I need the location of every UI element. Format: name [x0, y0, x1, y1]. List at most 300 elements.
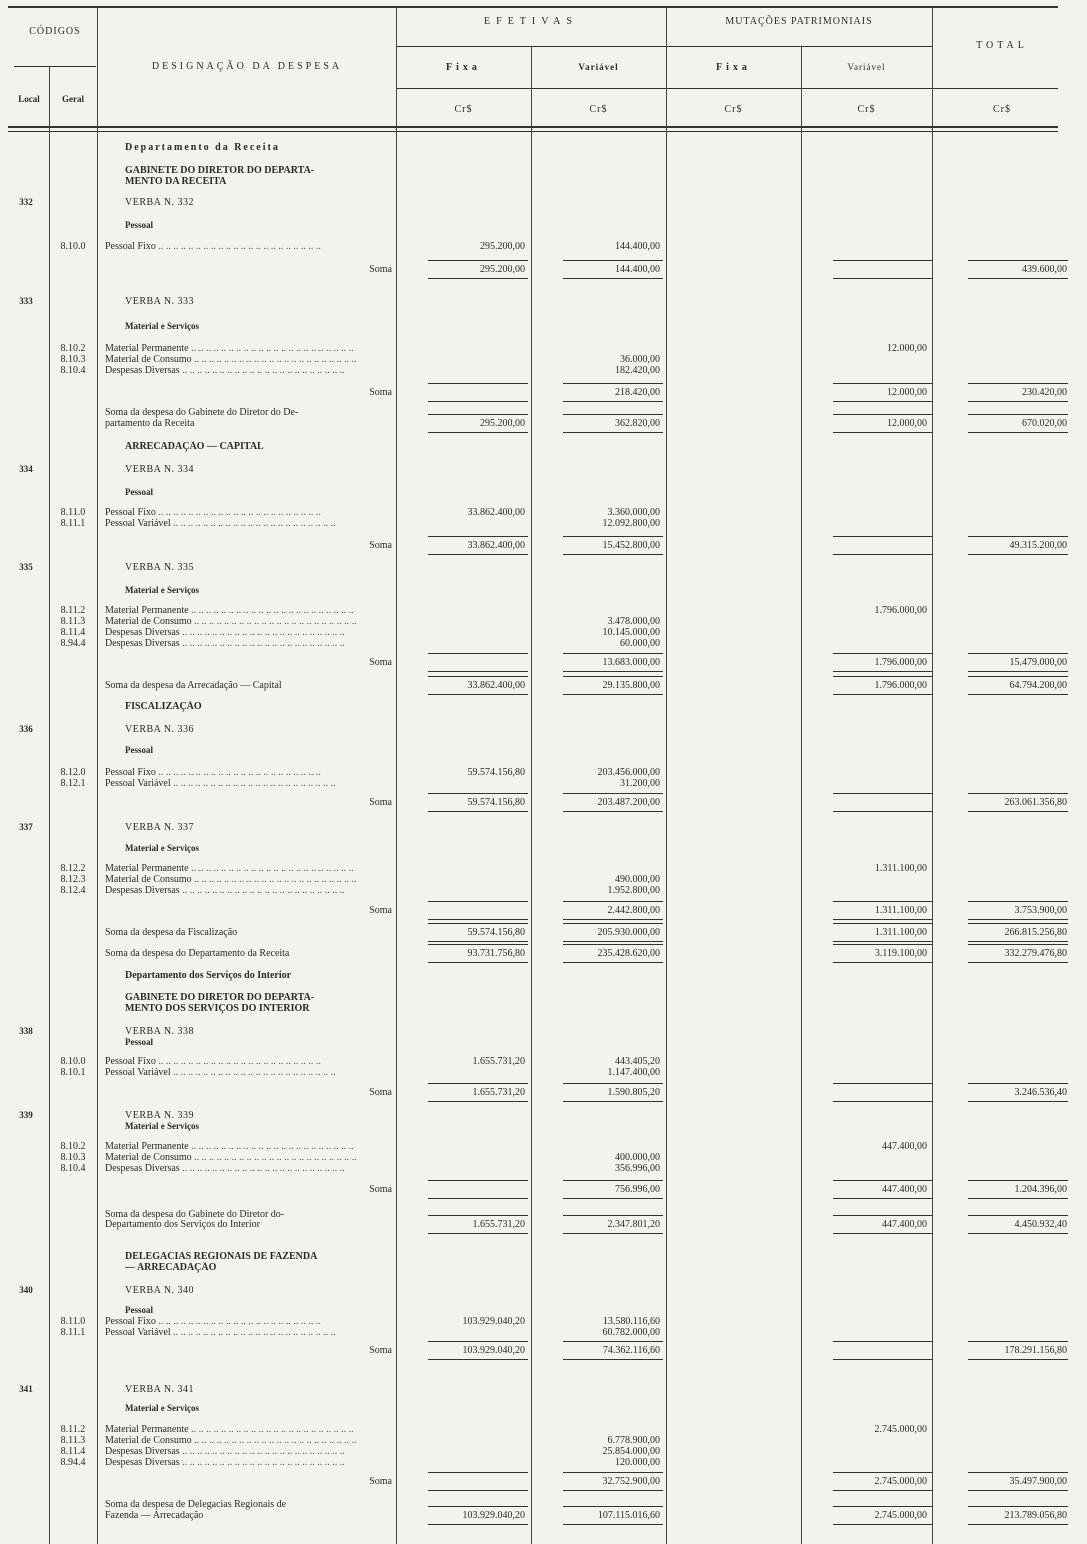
sum-rule [563, 694, 663, 695]
sum-rule [968, 383, 1068, 384]
sum-rule [833, 1359, 933, 1360]
value-v1: 1.655.731,20 [472, 1219, 525, 1230]
leader-dots: .. .. .. .. .. .. .. .. .. .. .. .. .. .. .. .. .. .. .. .. .. .. [191, 1152, 357, 1163]
value-v5: 49.315.200,00 [1009, 540, 1067, 551]
row-description: Departamento da Receita [125, 142, 280, 153]
sum-rule [833, 1101, 933, 1102]
sum-rule [968, 1524, 1068, 1525]
code-local: 336 [19, 724, 33, 734]
leader-dots: .. .. .. .. .. .. .. .. .. .. .. .. .. .. .. .. .. .. .. .. .. .. [179, 1457, 345, 1468]
code-geral: 8.10.0 [60, 1056, 86, 1067]
value-v5: 15.479.000,00 [1009, 657, 1067, 668]
table-row [0, 1384, 1087, 1395]
row-description: GABINETE DO DIRETOR DO DEPARTA- [125, 165, 315, 176]
value-v2: 25.854.000,00 [602, 1446, 660, 1457]
sum-rule [563, 793, 663, 794]
header-cr-3: Cr$ [724, 104, 743, 115]
table-row [0, 767, 1087, 778]
soma-label: Soma [369, 1184, 392, 1195]
sum-rule [563, 1215, 663, 1216]
table-row [0, 1056, 1087, 1067]
value-v2: 3.360.000,00 [607, 507, 660, 518]
sum-rule [968, 919, 1068, 920]
sum-rule [563, 901, 663, 902]
code-geral: 8.10.0 [60, 241, 86, 252]
row-description: Despesas Diversas .. .. .. .. .. .. .. .. .. .. .. .. .. .. .. .. .. .. .. .. .. .. [105, 1446, 345, 1457]
sum-rule [428, 1083, 528, 1084]
value-v5: 332.279.476,80 [1004, 948, 1067, 959]
row-description: Despesas Diversas .. .. .. .. .. .. .. .. .. .. .. .. .. .. .. .. .. .. .. .. .. .. [105, 1457, 345, 1468]
table-row [0, 778, 1087, 789]
row-description: FISCALIZAÇÃO [125, 701, 202, 712]
sum-rule [968, 671, 1068, 672]
table-row [0, 142, 1087, 153]
sum-rule [968, 811, 1068, 812]
sum-rule [563, 401, 663, 402]
table-row [0, 905, 1087, 916]
row-description: Material Permanente .. .. .. .. .. .. .. .. .. .. .. .. .. .. .. .. .. .. .. .. .. .. [105, 1141, 354, 1152]
value-v2: 182.420,00 [615, 365, 660, 376]
sum-rule [833, 1233, 933, 1234]
value-v4: 1.311.100,00 [874, 905, 927, 916]
value-v4: 1.311.100,00 [874, 927, 927, 938]
value-v2: 13.683.000,00 [602, 657, 660, 668]
value-v1: 103.929.040,20 [462, 1316, 525, 1327]
row-description: Despesas Diversas .. .. .. .. .. .. .. .. .. .. .. .. .. .. .. .. .. .. .. .. .. .. [105, 638, 345, 649]
sum-rule [968, 1359, 1068, 1360]
leader-dots: .. .. .. .. .. .. .. .. .. .. .. .. .. .. .. .. .. .. .. .. .. .. [155, 1316, 321, 1327]
row-description: partamento da Receita [105, 418, 195, 429]
leader-dots: .. .. .. .. .. .. .. .. .. .. .. .. .. .. .. .. .. .. .. .. .. .. [155, 1056, 321, 1067]
row-description: Pessoal Fixo .. .. .. .. .. .. .. .. .. .. .. .. .. .. .. .. .. .. .. .. .. .. [105, 767, 321, 778]
value-v2: 490.000,00 [615, 874, 660, 885]
sum-rule [833, 1506, 933, 1507]
table-row [0, 585, 1087, 596]
table-row [0, 343, 1087, 354]
row-description: Soma da despesa do Departamento da Receita [105, 948, 290, 959]
sum-rule [428, 1524, 528, 1525]
table-row [0, 176, 1087, 187]
code-geral: 8.12.4 [60, 885, 86, 896]
code-local: 339 [19, 1110, 33, 1120]
sum-rule [833, 414, 933, 415]
table-row [0, 1424, 1087, 1435]
value-v5: 213.789.056,80 [1004, 1510, 1067, 1521]
sum-rule [563, 941, 663, 942]
row-description: VERBA N. 335 [125, 562, 195, 573]
leader-dots: .. .. .. .. .. .. .. .. .. .. .. .. .. .. .. .. .. .. .. .. .. .. [170, 518, 336, 529]
table-row [0, 1327, 1087, 1338]
leader-dots: .. .. .. .. .. .. .. .. .. .. .. .. .. .. .. .. .. .. .. .. .. .. [179, 638, 345, 649]
table-row [0, 874, 1087, 885]
code-geral: 8.10.4 [60, 1163, 86, 1174]
table-row [0, 605, 1087, 616]
sum-rule [968, 414, 1068, 415]
leader-dots: .. .. .. .. .. .. .. .. .. .. .. .. .. .. .. .. .. .. .. .. .. .. [155, 241, 321, 252]
sum-rule [968, 432, 1068, 433]
value-v1: 33.862.400,00 [467, 680, 525, 691]
row-description: Pessoal Variável .. .. .. .. .. .. .. .. .. .. .. .. .. .. .. .. .. .. .. .. .. .. [105, 1327, 336, 1338]
sum-rule [563, 811, 663, 812]
sum-rule [563, 1198, 663, 1199]
value-v2: 29.135.800,00 [602, 680, 660, 691]
sum-rule [968, 1233, 1068, 1234]
sum-rule [563, 536, 663, 537]
value-v2: 218.420,00 [615, 387, 660, 398]
table-row [0, 1163, 1087, 1174]
code-geral: 8.11.2 [60, 605, 86, 616]
row-description: VERBA N. 336 [125, 724, 195, 735]
sum-rule [428, 944, 528, 945]
code-geral: 8.10.2 [60, 343, 86, 354]
value-v4: 2.745.000,00 [874, 1424, 927, 1435]
row-description: MENTO DA RECEITA [125, 176, 227, 187]
table-row [0, 1003, 1087, 1014]
table-row [0, 1067, 1087, 1078]
value-v4: 12.000,00 [887, 387, 927, 398]
row-description: Soma da despesa de Delegacias Regionais de [105, 1499, 287, 1510]
header-total: TOTAL [976, 40, 1028, 51]
row-description: Material de Consumo .. .. .. .. .. .. .. .. .. .. .. .. .. .. .. .. .. .. .. .. .. .. [105, 874, 357, 885]
value-v2: 3.478.000,00 [607, 616, 660, 627]
sum-rule [833, 1341, 933, 1342]
leader-dots: .. .. .. .. .. .. .. .. .. .. .. .. .. .. .. .. .. .. .. .. .. .. [188, 343, 354, 354]
row-description: Soma da despesa do Gabinete do Diretor do De- [105, 407, 299, 418]
top-rule [8, 6, 1058, 8]
row-description: VERBA N. 339 [125, 1110, 195, 1121]
row-description: VERBA N. 334 [125, 464, 195, 475]
sum-rule [833, 383, 933, 384]
row-description: Pessoal Fixo .. .. .. .. .. .. .. .. .. .. .. .. .. .. .. .. .. .. .. .. .. .. [105, 1316, 321, 1327]
leader-dots: .. .. .. .. .. .. .. .. .. .. .. .. .. .. .. .. .. .. .. .. .. .. [191, 874, 357, 885]
sum-rule [833, 536, 933, 537]
sum-rule [833, 554, 933, 555]
row-description: Material Permanente .. .. .. .. .. .. .. .. .. .. .. .. .. .. .. .. .. .. .. .. .. .. [105, 605, 354, 616]
sum-rule [563, 1490, 663, 1491]
row-description: Despesas Diversas .. .. .. .. .. .. .. .. .. .. .. .. .. .. .. .. .. .. .. .. .. .. [105, 627, 345, 638]
value-v4: 2.745.000,00 [874, 1510, 927, 1521]
sum-rule [563, 676, 663, 677]
value-v1: 295.200,00 [480, 264, 525, 275]
row-description: DELEGACIAS REGIONAIS DE FAZENDA [125, 1251, 318, 1262]
sum-rule [968, 1180, 1068, 1181]
code-geral: 8.12.1 [60, 778, 86, 789]
leader-dots: .. .. .. .. .. .. .. .. .. .. .. .. .. .. .. .. .. .. .. .. .. .. [179, 1163, 345, 1174]
row-description: VERBA N. 333 [125, 296, 195, 307]
row-description: Material e Serviços [125, 1121, 199, 1131]
header-fixa-mut: Fixa [716, 62, 751, 73]
table-row [0, 1457, 1087, 1468]
table-row [0, 1446, 1087, 1457]
code-local: 337 [19, 822, 33, 832]
table-row [0, 220, 1087, 231]
table-row [0, 562, 1087, 573]
row-description: MENTO DOS SERVIÇOS DO INTERIOR [125, 1003, 310, 1014]
row-description: Pessoal Variável .. .. .. .. .. .. .. .. .. .. .. .. .. .. .. .. .. .. .. .. .. .. [105, 1067, 336, 1078]
row-description: Soma da despesa da Fiscalização [105, 927, 238, 938]
sum-rule [833, 653, 933, 654]
row-description: Pessoal Variável .. .. .. .. .. .. .. .. .. .. .. .. .. .. .. .. .. .. .. .. .. .. [105, 518, 336, 529]
sum-rule [563, 1472, 663, 1473]
sum-rule [563, 383, 663, 384]
row-description: Pessoal Variável .. .. .. .. .. .. .. .. .. .. .. .. .. .. .. .. .. .. .. .. .. .. [105, 778, 336, 789]
sum-rule [833, 1490, 933, 1491]
value-v1: 33.862.400,00 [467, 507, 525, 518]
row-description: Material Permanente .. .. .. .. .. .. .. .. .. .. .. .. .. .. .. .. .. .. .. .. .. .. [105, 863, 354, 874]
sum-rule [968, 901, 1068, 902]
soma-label: Soma [369, 1476, 392, 1487]
code-geral: 8.11.4 [60, 1446, 86, 1457]
sum-rule [968, 1341, 1068, 1342]
sum-rule [833, 1180, 933, 1181]
value-v1: 295.200,00 [480, 418, 525, 429]
code-geral: 8.10.1 [60, 1067, 86, 1078]
row-description: Pessoal Fixo .. .. .. .. .. .. .. .. .. .. .. .. .. .. .. .. .. .. .. .. .. .. [105, 241, 321, 252]
table-row [0, 1026, 1087, 1037]
sum-rule [428, 962, 528, 963]
value-v1: 295.200,00 [480, 241, 525, 252]
sum-rule [428, 901, 528, 902]
sum-rule [968, 536, 1068, 537]
sum-rule [428, 536, 528, 537]
row-description: ARRECADAÇÃO — CAPITAL [125, 441, 264, 452]
row-description: — ARRECADAÇÃO [125, 1262, 217, 1273]
row-description: Material e Serviços [125, 1403, 199, 1413]
code-geral: 8.11.1 [60, 1327, 86, 1338]
leader-dots: .. .. .. .. .. .. .. .. .. .. .. .. .. .. .. .. .. .. .. .. .. .. [191, 354, 357, 365]
sum-rule [428, 383, 528, 384]
table-row [0, 1152, 1087, 1163]
value-v5: 35.497.900,00 [1009, 1476, 1067, 1487]
leader-dots: .. .. .. .. .. .. .. .. .. .. .. .. .. .. .. .. .. .. .. .. .. .. [191, 616, 357, 627]
leader-dots: .. .. .. .. .. .. .. .. .. .. .. .. .. .. .. .. .. .. .. .. .. .. [179, 1446, 345, 1457]
sum-rule [563, 919, 663, 920]
row-description: Despesas Diversas .. .. .. .. .. .. .. .. .. .. .. .. .. .. .. .. .. .. .. .. .. .. [105, 1163, 345, 1174]
sum-rule [563, 671, 663, 672]
value-v2: 12.092.800,00 [602, 518, 660, 529]
code-geral: 8.11.0 [60, 507, 86, 518]
sum-rule [428, 1233, 528, 1234]
value-v5: 178.291.156,80 [1004, 1345, 1067, 1356]
sum-rule [968, 653, 1068, 654]
table-row [0, 822, 1087, 833]
table-row [0, 1110, 1087, 1121]
value-v2: 203.456.000,00 [597, 767, 660, 778]
table-row [0, 1184, 1087, 1195]
value-v1: 103.929.040,20 [462, 1345, 525, 1356]
value-v5: 1.204.396,00 [1014, 1184, 1067, 1195]
table-row [0, 197, 1087, 208]
sum-rule [428, 1198, 528, 1199]
code-geral: 8.94.4 [60, 1457, 86, 1468]
table-row [0, 992, 1087, 1003]
sum-rule [563, 260, 663, 261]
leader-dots: .. .. .. .. .. .. .. .. .. .. .. .. .. .. .. .. .. .. .. .. .. .. [179, 627, 345, 638]
header-geral: Geral [62, 94, 84, 104]
table-row [0, 1403, 1087, 1414]
row-description: Pessoal [125, 487, 153, 497]
value-v5: 3.753.900,00 [1014, 905, 1067, 916]
table-row [0, 1510, 1087, 1521]
sum-rule [968, 941, 1068, 942]
row-description: Despesas Diversas .. .. .. .. .. .. .. .. .. .. .. .. .. .. .. .. .. .. .. .. .. .. [105, 885, 345, 896]
sum-rule [968, 793, 1068, 794]
table-row [0, 1316, 1087, 1327]
sum-rule [563, 1180, 663, 1181]
code-geral: 8.12.0 [60, 767, 86, 778]
table-row [0, 863, 1087, 874]
value-v1: 103.929.040,20 [462, 1510, 525, 1521]
value-v1: 1.655.731,20 [472, 1056, 525, 1067]
sum-rule [833, 901, 933, 902]
header-cr-4: Cr$ [857, 104, 876, 115]
sum-rule [428, 694, 528, 695]
table-row [0, 387, 1087, 398]
sum-rule [563, 1359, 663, 1360]
table-row [0, 701, 1087, 712]
row-description: Despesas Diversas .. .. .. .. .. .. .. .. .. .. .. .. .. .. .. .. .. .. .. .. .. .. [105, 365, 345, 376]
table-row [0, 321, 1087, 332]
sum-rule [968, 676, 1068, 677]
table-row [0, 724, 1087, 735]
code-local: 340 [19, 1285, 33, 1295]
leader-dots: .. .. .. .. .. .. .. .. .. .. .. .. .. .. .. .. .. .. .. .. .. .. [191, 1435, 357, 1446]
value-v4: 12.000,00 [887, 418, 927, 429]
value-v2: 400.000,00 [615, 1152, 660, 1163]
value-v4: 1.796.000,00 [874, 680, 927, 691]
table-row [0, 657, 1087, 668]
leader-dots: .. .. .. .. .. .. .. .. .. .. .. .. .. .. .. .. .. .. .. .. .. .. [170, 1067, 336, 1078]
table-row [0, 241, 1087, 252]
sum-rule [563, 1233, 663, 1234]
table-row [0, 927, 1087, 938]
sum-rule [428, 923, 528, 924]
row-description: Material e Serviços [125, 321, 199, 331]
value-v2: 6.778.900,00 [607, 1435, 660, 1446]
table-row [0, 1251, 1087, 1262]
value-v2: 36.000,00 [620, 354, 660, 365]
table-row [0, 365, 1087, 376]
sum-rule [833, 941, 933, 942]
table-row [0, 1345, 1087, 1356]
header-cr-1: Cr$ [454, 104, 473, 115]
sum-rule [833, 811, 933, 812]
code-geral: 8.11.3 [60, 1435, 86, 1446]
value-v2: 1.147.400,00 [607, 1067, 660, 1078]
header-efetivas: EFETIVAS [484, 16, 578, 27]
table-row [0, 948, 1087, 959]
sum-rule [968, 1083, 1068, 1084]
sum-rule [833, 1472, 933, 1473]
value-v4: 1.311.100,00 [874, 863, 927, 874]
table-row [0, 464, 1087, 475]
value-v1: 1.655.731,20 [472, 1087, 525, 1098]
table-row [0, 1499, 1087, 1510]
row-description: Material de Consumo .. .. .. .. .. .. .. .. .. .. .. .. .. .. .. .. .. .. .. .. .. .. [105, 1435, 357, 1446]
sum-rule [833, 944, 933, 945]
row-description: Material e Serviços [125, 843, 199, 853]
sum-rule [428, 653, 528, 654]
sum-rule [563, 1341, 663, 1342]
code-geral: 8.11.4 [60, 627, 86, 638]
code-geral: 8.11.1 [60, 518, 86, 529]
row-description: Fazenda — Arrecadação [105, 1510, 204, 1521]
sum-rule [968, 694, 1068, 695]
table-row [0, 1285, 1087, 1296]
leader-dots: .. .. .. .. .. .. .. .. .. .. .. .. .. .. .. .. .. .. .. .. .. .. [155, 507, 321, 518]
sum-rule [563, 962, 663, 963]
soma-label: Soma [369, 540, 392, 551]
leader-dots: .. .. .. .. .. .. .. .. .. .. .. .. .. .. .. .. .. .. .. .. .. .. [170, 1327, 336, 1338]
soma-label: Soma [369, 387, 392, 398]
code-geral: 8.10.4 [60, 365, 86, 376]
sum-rule [563, 554, 663, 555]
sum-rule [428, 432, 528, 433]
leader-dots: .. .. .. .. .. .. .. .. .. .. .. .. .. .. .. .. .. .. .. .. .. .. [188, 1424, 354, 1435]
value-v1: 93.731.756,80 [467, 948, 525, 959]
leader-dots: .. .. .. .. .. .. .. .. .. .. .. .. .. .. .. .. .. .. .. .. .. .. [155, 767, 321, 778]
row-description: VERBA N. 332 [125, 197, 195, 208]
leader-dots: .. .. .. .. .. .. .. .. .. .. .. .. .. .. .. .. .. .. .. .. .. .. [179, 885, 345, 896]
sum-rule [968, 1472, 1068, 1473]
value-v2: 1.952.800,00 [607, 885, 660, 896]
sum-rule [968, 1506, 1068, 1507]
sum-rule [833, 278, 933, 279]
value-v2: 60.782.000,00 [602, 1327, 660, 1338]
value-v2: 10.145.000,00 [602, 627, 660, 638]
value-v2: 15.452.800,00 [602, 540, 660, 551]
sum-rule [428, 919, 528, 920]
sum-rule [428, 401, 528, 402]
value-v5: 64.794.200,00 [1009, 680, 1067, 691]
value-v4: 447.400,00 [882, 1184, 927, 1195]
cr-rule [396, 88, 1058, 89]
code-geral: 8.94.4 [60, 638, 86, 649]
sum-rule [968, 554, 1068, 555]
leader-dots: .. .. .. .. .. .. .. .. .. .. .. .. .. .. .. .. .. .. .. .. .. .. [170, 778, 336, 789]
table-row [0, 627, 1087, 638]
row-description: VERBA N. 340 [125, 1285, 195, 1296]
row-description: Material de Consumo .. .. .. .. .. .. .. .. .. .. .. .. .. .. .. .. .. .. .. .. .. .. [105, 354, 357, 365]
value-v2: 203.487.200,00 [597, 797, 660, 808]
sum-rule [428, 414, 528, 415]
soma-label: Soma [369, 1087, 392, 1098]
sum-rule [428, 1359, 528, 1360]
sum-rule [428, 1490, 528, 1491]
sum-rule [428, 811, 528, 812]
row-description: Pessoal [125, 745, 153, 755]
value-v2: 74.362.116,60 [602, 1345, 660, 1356]
value-v1: 59.574.156,80 [467, 797, 525, 808]
table-row [0, 296, 1087, 307]
table-row [0, 441, 1087, 452]
table-row [0, 680, 1087, 691]
header-bottom-rule-2 [8, 131, 1058, 132]
value-v2: 13.580.116,60 [602, 1316, 660, 1327]
code-geral: 8.11.3 [60, 616, 86, 627]
sum-rule [428, 260, 528, 261]
sum-rule [563, 1101, 663, 1102]
value-v2: 235.428.620,00 [597, 948, 660, 959]
header-fixa: Fixa [446, 62, 481, 73]
sum-rule [833, 1198, 933, 1199]
header-cr-5: Cr$ [993, 104, 1011, 115]
row-description: Pessoal Fixo .. .. .. .. .. .. .. .. .. .. .. .. .. .. .. .. .. .. .. .. .. .. [105, 1056, 321, 1067]
sum-rule [968, 944, 1068, 945]
table-row [0, 1087, 1087, 1098]
value-v5: 266.815.256,80 [1004, 927, 1067, 938]
value-v2: 2.442.800,00 [607, 905, 660, 916]
